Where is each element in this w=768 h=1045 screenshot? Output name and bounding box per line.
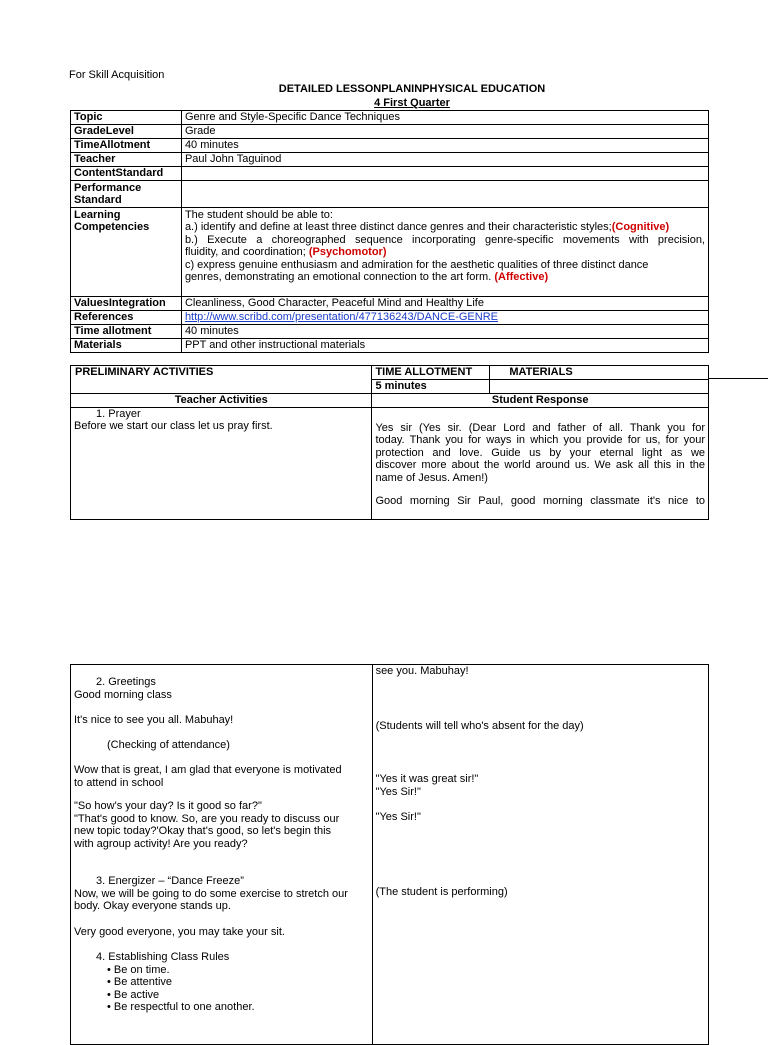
references-label: References bbox=[71, 310, 182, 324]
day-question-line: with agroup activity! Are you ready? bbox=[74, 837, 248, 850]
references-row bbox=[71, 310, 709, 324]
day-question-line: new topic today?'Okay that's good, so let's begin this bbox=[74, 825, 332, 837]
time-allotment2-label: Time allotment bbox=[71, 324, 182, 338]
performance-standard-label: Performance Standard bbox=[71, 180, 182, 207]
class-rules-title: 4. Establishing Class Rules bbox=[96, 951, 230, 963]
energizer-line: body. Okay everyone stands up. bbox=[74, 900, 231, 912]
day-question-line: "That's good to know. So, are you ready to discuss our bbox=[74, 812, 340, 825]
topic-row bbox=[71, 111, 709, 125]
greeting-response-start: Good morning Sir Paul, good morning classmate it's nice to bbox=[375, 495, 705, 507]
competencies-label: Competencies bbox=[74, 221, 150, 233]
class-rule-item: • Be active bbox=[107, 988, 160, 1001]
learning-competencies-row bbox=[71, 207, 709, 296]
prayer-text: Before we start our class let us pray first. bbox=[74, 420, 273, 432]
energizer-title: 3. Energizer – “Dance Freeze” bbox=[96, 875, 244, 887]
values-value: Cleanliness, Good Character, Peaceful Mind and Healthy Life bbox=[181, 296, 708, 310]
motivated-line: to attend in school bbox=[74, 776, 164, 789]
values-label: ValuesIntegration bbox=[71, 296, 182, 310]
affective-tag: (Affective) bbox=[494, 271, 549, 283]
time-allotment-heading: TIME ALLOTMENT bbox=[372, 366, 490, 380]
greetings-line: Good morning class bbox=[74, 688, 172, 701]
competency-b-line1: b.) Execute a choreographed sequence incorporating genre-specific movements with precision, bbox=[184, 233, 705, 246]
grade-label: GradeLevel bbox=[71, 124, 182, 138]
content-standard-value bbox=[181, 166, 708, 180]
nice-to-see-line: It's nice to see you all. Mabuhay! bbox=[74, 714, 234, 726]
time-allotment-row bbox=[71, 138, 709, 152]
teacher-label: Teacher bbox=[71, 152, 182, 166]
content-standard-label: ContentStandard bbox=[71, 166, 182, 180]
attendance-line: (Checking of attendance) bbox=[107, 738, 230, 751]
competency-a: a.) identify and define at least three distinct dance genres and their characteristic styles; bbox=[184, 221, 612, 233]
attendance-response: (Students will tell who's absent for the day) bbox=[375, 719, 584, 732]
motivated-line: Wow that is great, I am glad that everyone is motivated bbox=[74, 764, 342, 776]
lesson-continuation-table bbox=[70, 664, 709, 1045]
psychomotor-tag: (Psychomotor) bbox=[308, 246, 387, 258]
response-yes-sir: "Yes Sir!" bbox=[375, 811, 421, 823]
materials-heading: MATERIALS bbox=[490, 366, 709, 380]
time-allotment-value: 40 minutes bbox=[181, 138, 708, 152]
reference-link[interactable]: http://www.scribd.com/presentation/477136243/DANCE-GENRE bbox=[184, 310, 498, 323]
materials-row bbox=[71, 338, 709, 352]
time-allotment-label: TimeAllotment bbox=[71, 138, 182, 152]
performing-response: (The student is performing) bbox=[375, 885, 508, 898]
prayer-response-line: today. Thank you for ways in which you provide for us, for your bbox=[375, 434, 705, 446]
lesson-info-table bbox=[70, 110, 709, 353]
materials-value: PPT and other instructional materials bbox=[181, 338, 708, 352]
preliminary-heading: PRELIMINARY ACTIVITIES bbox=[71, 366, 372, 394]
performance-standard-row bbox=[71, 180, 709, 207]
preliminary-activities-table bbox=[70, 365, 709, 520]
materials-overflow-line bbox=[709, 378, 768, 379]
time-allotment2-value: 40 minutes bbox=[181, 324, 708, 338]
grade-row bbox=[71, 124, 709, 138]
take-sit-line: Very good everyone, you may take your sit. bbox=[74, 925, 285, 938]
prayer-title: 1. Prayer bbox=[96, 407, 141, 420]
prayer-response-line: name of Jesus. Amen!) bbox=[375, 471, 488, 484]
competency-c-line1: c) express genuine enthusiasm and admiration for the aesthetic qualities of three distinct dance bbox=[184, 258, 649, 271]
prayer-response-line: protection and love. Guide us by your eternal light as we bbox=[375, 446, 705, 459]
prayer-response-line: discover more about the world around us. We ask all this in the bbox=[375, 459, 705, 471]
energizer-line: Now, we will be going to do some exercise to stretch our bbox=[74, 887, 348, 900]
day-question-line: "So how's your day? Is it good so far?" bbox=[74, 800, 262, 812]
materials-value-cell bbox=[490, 380, 709, 394]
time-value: 5 minutes bbox=[372, 380, 490, 394]
time-allotment2-row bbox=[71, 324, 709, 338]
content-standard-row bbox=[71, 166, 709, 180]
grade-value: Grade bbox=[181, 124, 708, 138]
greetings-title: 2. Greetings bbox=[96, 676, 156, 688]
document-title: DETAILED LESSONPLANINPHYSICAL EDUCATION bbox=[278, 83, 546, 95]
response-yes-sir: "Yes Sir!" bbox=[375, 785, 421, 798]
class-rule-item: • Be respectful to one another. bbox=[107, 1001, 255, 1013]
class-rule-item: • Be attentive bbox=[107, 976, 173, 988]
teacher-activities-heading: Teacher Activities bbox=[71, 393, 372, 407]
topic-value: Genre and Style-Specific Dance Techniques bbox=[181, 111, 708, 125]
performance-standard-value bbox=[181, 180, 708, 207]
skill-acquisition-label: For Skill Acquisition bbox=[69, 69, 165, 81]
student-response-heading: Student Response bbox=[372, 393, 709, 407]
response-great: "Yes it was great sir!" bbox=[375, 773, 479, 785]
prayer-response-line: Yes sir (Yes sir. (Dear Lord and father of all. Thank you for bbox=[375, 421, 705, 434]
competency-intro: The student should be able to: bbox=[184, 208, 333, 221]
class-rule-item: • Be on time. bbox=[107, 963, 170, 976]
values-row bbox=[71, 296, 709, 310]
greeting-response-end: see you. Mabuhay! bbox=[375, 665, 469, 677]
topic-label: Topic bbox=[71, 111, 182, 125]
materials-label: Materials bbox=[71, 338, 182, 352]
quarter-subtitle: 4 First Quarter bbox=[374, 97, 450, 109]
competency-c-line2: genres, demonstrating an emotional connection to the art form. bbox=[184, 271, 495, 283]
competency-b-line2: fluidity, and coordination; bbox=[184, 246, 309, 258]
cognitive-tag: (Cognitive) bbox=[611, 221, 670, 233]
teacher-row bbox=[71, 152, 709, 166]
teacher-value: Paul John Taguinod bbox=[181, 152, 708, 166]
learning-label: Learning bbox=[74, 208, 121, 221]
